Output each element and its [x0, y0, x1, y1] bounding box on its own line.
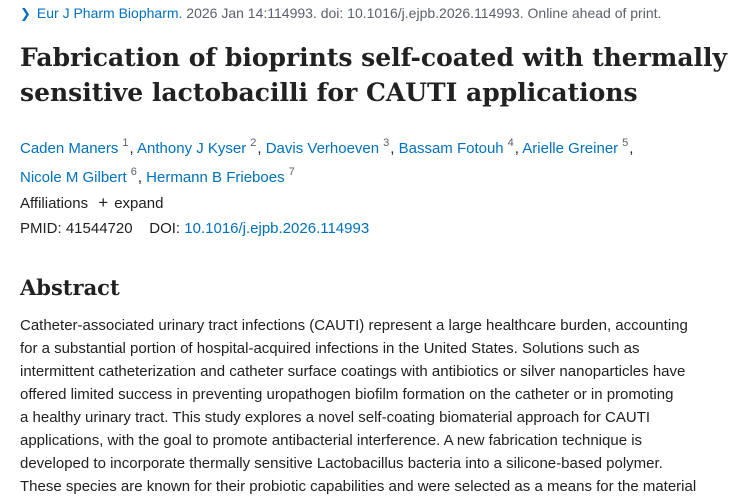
author-link[interactable]: Anthony J Kyser: [137, 140, 247, 157]
abstract-line: intermittent catheterization and catheter surface coatings with antibiotics or silver nanoparticles have: [20, 363, 686, 380]
abstract-line: a healthy urinary tract. This study explores a novel self-coating biomaterial approach for CAUTI: [20, 409, 651, 426]
author-link[interactable]: Bassam Fotouh: [398, 140, 504, 157]
author-link[interactable]: Davis Verhoeven: [265, 140, 380, 157]
plus-icon: +: [98, 193, 109, 212]
abstract-heading: Abstract: [20, 275, 120, 300]
abstract-line: for a substantial portion of hospital-acquired infections in the United States. Solutions such as: [20, 340, 640, 357]
abstract-line: offered limited success in preventing uropathogen biofilm formation on the catheter or in promoting: [20, 386, 674, 403]
authors-list: Caden Maners $^1$, Anthony J Kyser $^2$, Davis Verhoeven $^3$, Bassam Fotouh $^4$, Arielle Greiner $^5$, Nicole M Gilbert $^6$, Hermann B Frieboes $^7$: [20, 137, 634, 186]
citation-details: 2026 Jan 14:114993. doi: 10.1016/j.ejpb.2026.114993. Online ahead of print.: [186, 5, 662, 21]
doi-link[interactable]: 10.1016/j.ejpb.2026.114993: [184, 220, 370, 237]
affiliations-row: [20, 193, 163, 214]
article-title: [20, 40, 735, 110]
author-affiliation-number[interactable]: 5: [622, 137, 629, 149]
abstract-line: Catheter-associated urinary tract infections (CAUTI) represent a large healthcare burden, accounting: [20, 317, 688, 334]
doi-label: DOI:: [149, 220, 181, 237]
pmid-value: 41544720: [65, 220, 133, 237]
expand-label: expand: [114, 195, 164, 212]
affiliations-label: Affiliations: [20, 195, 89, 212]
article-title-line-2: sensitive lactobacilli for CAUTI applications: [20, 78, 638, 107]
abstract-text: [20, 314, 735, 498]
author-affiliation-number[interactable]: 4: [507, 137, 514, 149]
author-affiliation-number[interactable]: 3: [383, 137, 390, 149]
author-affiliation-number[interactable]: 6: [130, 166, 137, 178]
author-affiliation-number[interactable]: 7: [288, 166, 295, 178]
abstract-line: developed to incorporate thermally sensitive Lactobacillus bacteria into a silicone-based polymer.: [20, 455, 663, 472]
identifiers-row: [20, 219, 369, 239]
abstract-line: These species are known for their probiotic capabilities and were selected as a means for the material: [20, 478, 697, 495]
abstract-line: applications, with the goal to promote antibacterial interference. A new fabrication technique is: [20, 432, 643, 449]
expand-affiliations-button[interactable]: [98, 195, 163, 212]
chevron-right-icon[interactable]: ❯: [20, 6, 31, 21]
journal-link[interactable]: Eur J Pharm Biopharm.: [36, 5, 183, 21]
author-link[interactable]: Nicole M Gilbert: [20, 169, 127, 186]
author-link[interactable]: Arielle Greiner: [522, 140, 619, 157]
article-title-line-1: Fabrication of bioprints self-coated with thermally: [20, 43, 728, 72]
author-affiliation-number[interactable]: 1: [122, 137, 129, 149]
author-affiliation-number[interactable]: 2: [250, 137, 257, 149]
citation-line: [20, 3, 661, 24]
pmid-label: PMID:: [20, 220, 62, 237]
author-link[interactable]: Caden Maners: [20, 140, 119, 157]
author-link[interactable]: Hermann B Frieboes: [146, 169, 285, 186]
